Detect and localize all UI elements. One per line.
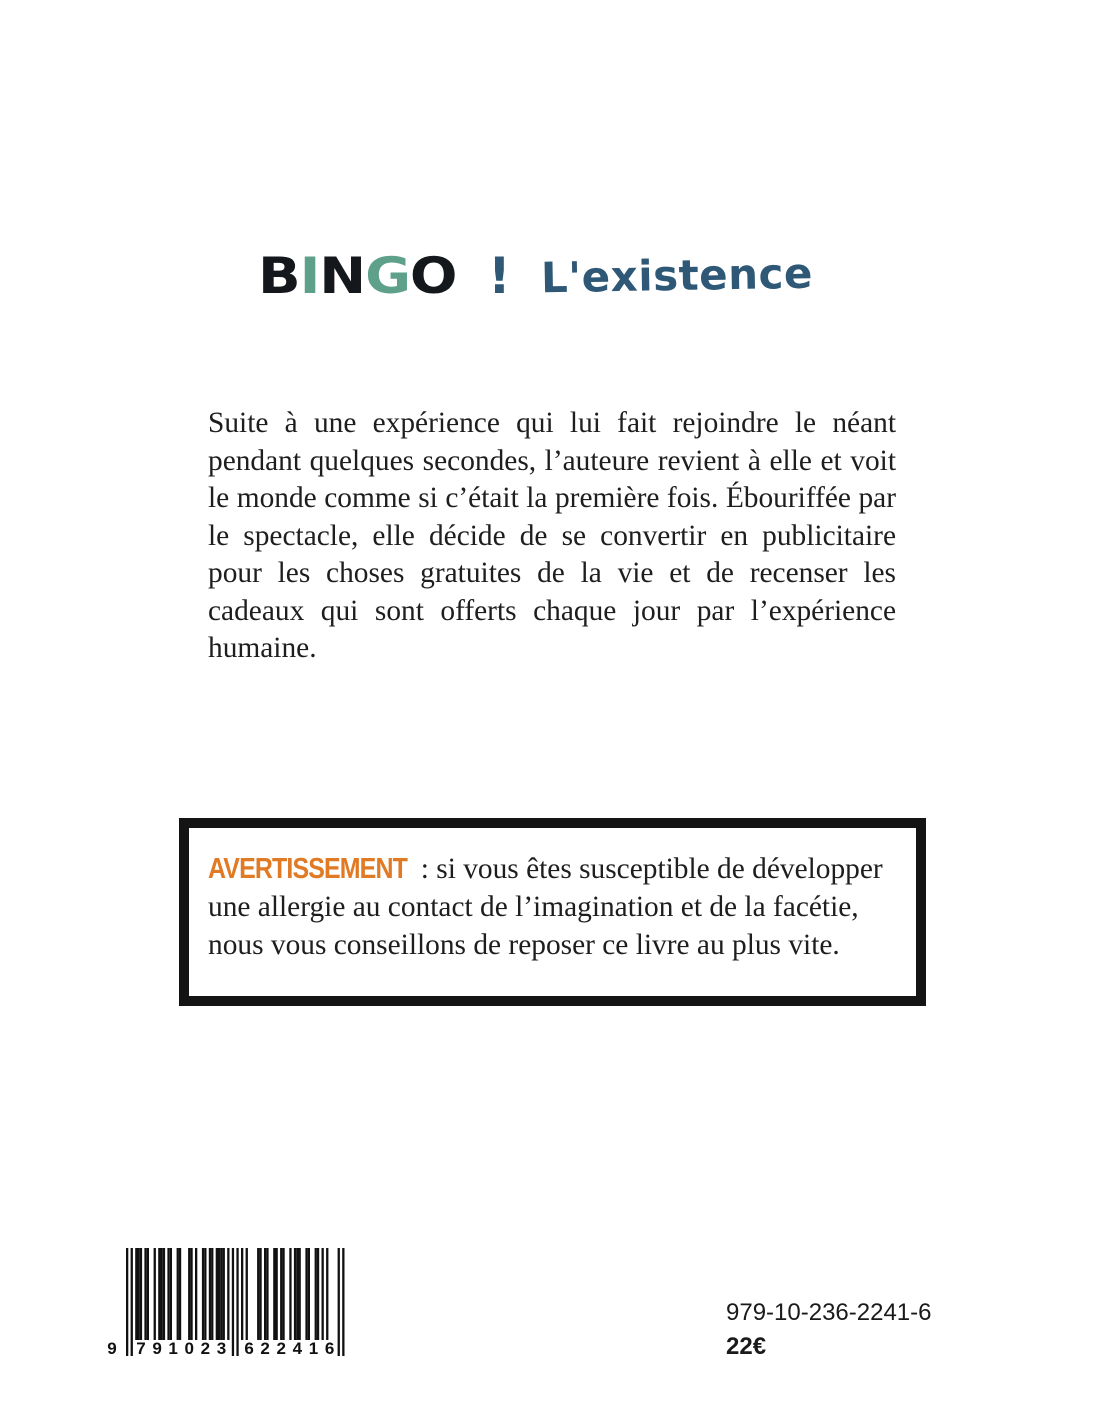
barcode-bar [188, 1248, 190, 1340]
barcode-digit: 6 [244, 1339, 254, 1358]
barcode-bar [227, 1248, 229, 1340]
barcode-bar [211, 1248, 213, 1340]
warning-paragraph [208, 850, 898, 964]
barcode-bar [158, 1248, 160, 1340]
barcode-digit: 6 [324, 1339, 335, 1358]
barcode-bar [232, 1248, 234, 1356]
barcode-bar [147, 1248, 149, 1340]
barcode-bar [218, 1248, 220, 1340]
barcode-bar [209, 1248, 211, 1340]
warning-label: AVERTISSEMENT [208, 853, 407, 885]
bingo-letter: O [409, 247, 457, 305]
barcode-bar [294, 1248, 296, 1340]
barcode-digit: 2 [260, 1339, 270, 1358]
barcode-digit: 2 [276, 1339, 286, 1358]
barcode-bar [138, 1248, 140, 1340]
barcode-bar [315, 1248, 317, 1340]
title-bingo [258, 247, 478, 305]
bingo-letter: I [299, 247, 320, 305]
barcode-bar [126, 1248, 128, 1356]
bingo-letter: G [365, 247, 410, 305]
barcode-bar [204, 1248, 206, 1340]
barcode-bar [236, 1248, 238, 1356]
book-title [258, 246, 813, 306]
barcode-bar [144, 1248, 146, 1340]
title-exclamation: ! [488, 247, 511, 305]
barcode-bar [342, 1248, 344, 1356]
barcode-bar [273, 1248, 275, 1340]
bingo-letter: B [258, 247, 300, 305]
isbn-barcode [104, 1246, 347, 1358]
barcode-bar [282, 1248, 284, 1340]
barcode-digit: 4 [292, 1339, 303, 1358]
barcode-bar [317, 1248, 319, 1340]
barcode-bar [195, 1248, 197, 1340]
barcode-bar [223, 1248, 225, 1340]
barcode-digit: 9 [107, 1339, 117, 1358]
barcode-bar [161, 1248, 163, 1340]
barcode-graphic [104, 1246, 347, 1358]
barcode-bar [296, 1248, 298, 1340]
barcode-digit: 3 [216, 1339, 227, 1358]
barcode-bar [131, 1248, 133, 1356]
barcode-bar [264, 1248, 266, 1340]
barcode-bar [177, 1248, 179, 1340]
warning-box [179, 818, 926, 1006]
barcode-bar [305, 1248, 307, 1340]
barcode-bar [276, 1248, 278, 1340]
barcode-digit: 9 [152, 1339, 162, 1358]
barcode-bar [338, 1248, 340, 1356]
barcode-bar [259, 1248, 261, 1340]
barcode-bar [280, 1248, 282, 1340]
barcode-bar [190, 1248, 192, 1340]
barcode-digit: 2 [200, 1339, 211, 1358]
barcode-bar [299, 1248, 301, 1340]
barcode-bar [202, 1248, 204, 1340]
barcode-bar [246, 1248, 248, 1340]
barcode-bar [289, 1248, 291, 1340]
barcode-digit: 1 [308, 1339, 319, 1358]
barcode-digit: 0 [184, 1339, 194, 1358]
barcode-bar [266, 1248, 268, 1340]
barcode-bar [135, 1248, 137, 1340]
barcode-bar [216, 1248, 218, 1340]
barcode-bar [179, 1248, 181, 1340]
barcode-bar [170, 1248, 172, 1340]
barcode-bar [140, 1248, 142, 1340]
price: 22€ [726, 1333, 767, 1360]
barcode-bar [154, 1248, 156, 1340]
warning-text: : si vous êtes susceptible de développer une allergie au contact de l’imagination et de la facétie, nous vous conseillons de reposer ce livre au plus vite. [208, 853, 883, 961]
back-cover-summary: Suite à une expérience qui lui fait rejoindre le néant pendant quelques secondes, l’auteure revient à elle et voit le monde comme si c’était la première fois. Ébouriffée par le spectacle, elle décide de se convertir en publicitaire pour les choses gratuites de la vie et de recenser les cadeaux qui sont offerts chaque jour par l’expérience humaine. [208, 407, 896, 664]
isbn-number: 979-10-236-2241-6 [726, 1299, 932, 1326]
barcode-bar [220, 1248, 222, 1340]
title-subtitle: L'existence [540, 248, 814, 303]
bingo-letter: N [319, 247, 366, 305]
barcode-bar [163, 1248, 165, 1340]
barcode-digit: 1 [168, 1339, 178, 1358]
barcode-bar [322, 1248, 324, 1340]
barcode-bar [257, 1248, 259, 1340]
barcode-bar [167, 1248, 169, 1340]
barcode-bar [308, 1248, 310, 1340]
barcode-digit: 7 [136, 1339, 146, 1358]
barcode-bar [326, 1248, 328, 1340]
barcode-bar [241, 1248, 243, 1340]
